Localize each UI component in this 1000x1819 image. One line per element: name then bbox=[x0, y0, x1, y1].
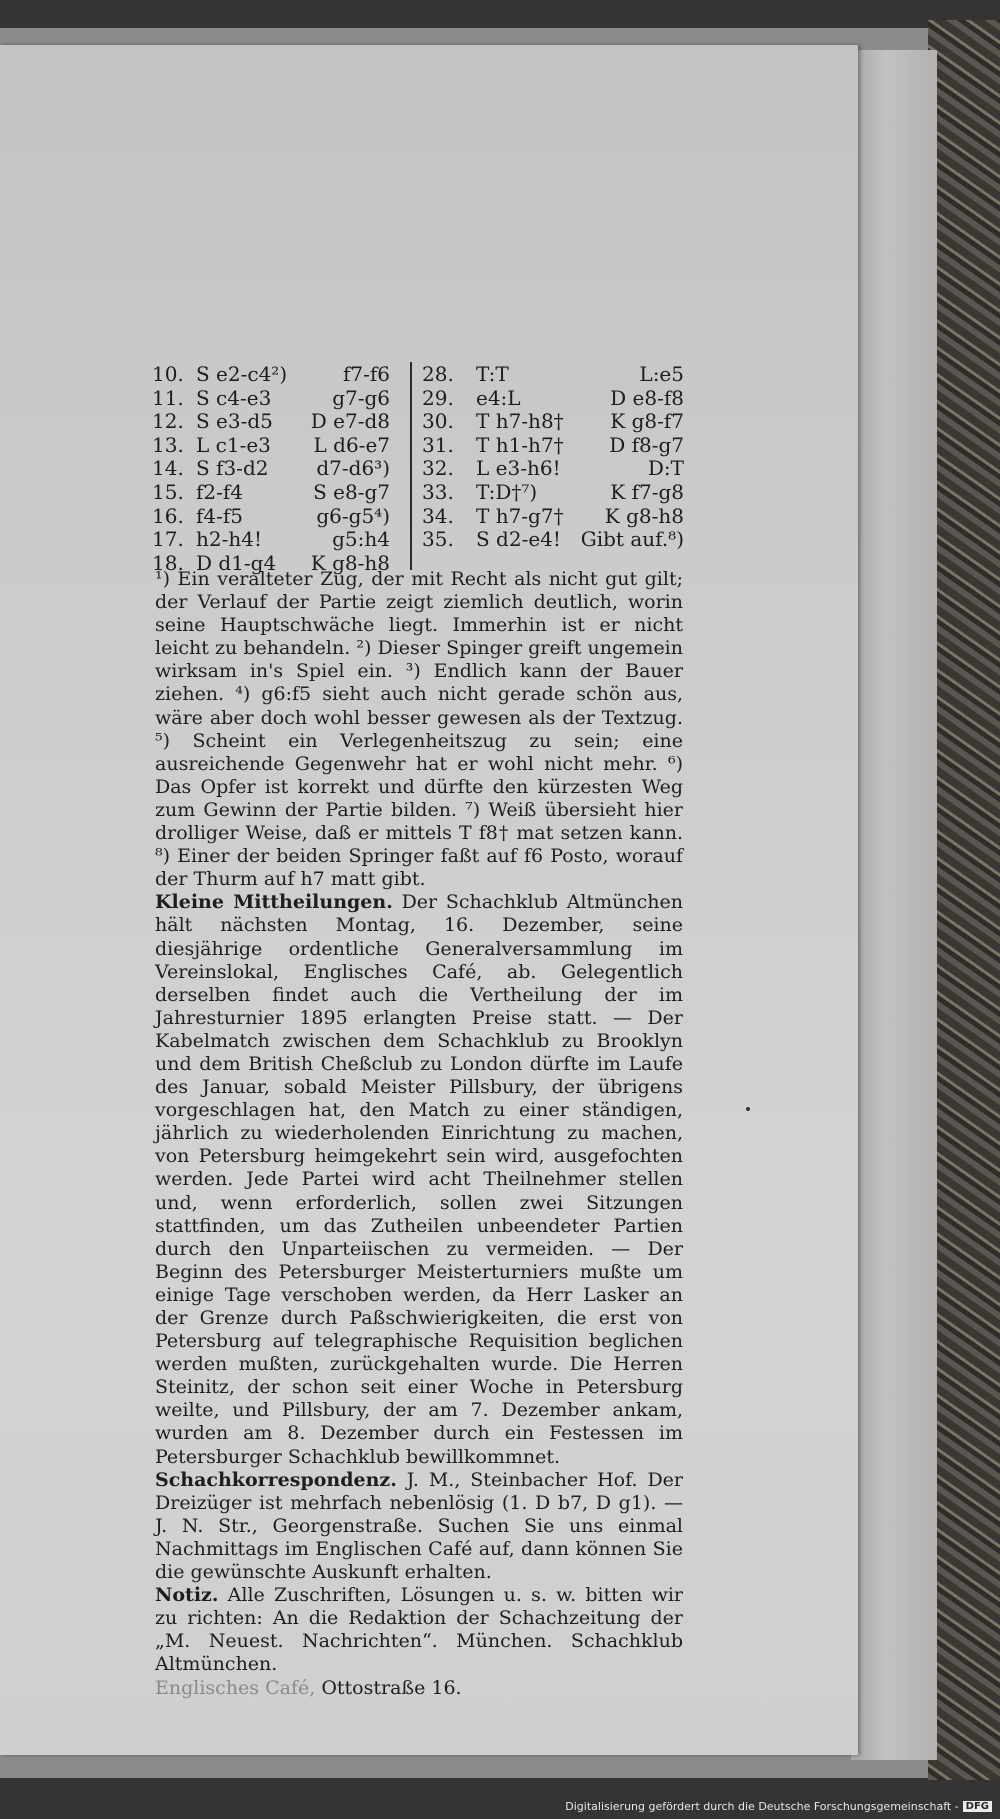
black-move: K g8-h8 bbox=[604, 503, 684, 528]
white-move: T h1-h7† bbox=[476, 432, 564, 457]
white-move: T h7-h8† bbox=[476, 409, 564, 434]
move-number: 33. bbox=[422, 479, 454, 504]
move-number: 15. bbox=[152, 479, 184, 504]
white-move: T h7-g7† bbox=[476, 503, 564, 528]
move-row bbox=[150, 480, 410, 504]
move-number: 17. bbox=[152, 527, 184, 552]
moves-column-left bbox=[150, 362, 410, 574]
column-divider bbox=[410, 362, 412, 570]
move-row bbox=[150, 386, 410, 410]
korrespondenz-body: J. M., Steinbacher Hof. Der Dreizüger ist mehrfach nebenlösig (1. D b7, D g1). — J. N. Str., Georgenstraße. Suchen Sie uns einmal Nachmittags im Englischen Café auf, dann können Sie die gewünschte Auskunft erhalten. bbox=[155, 1468, 683, 1584]
notiz-body: Alle Zuschriften, Lösungen u. s. w. bitten wir zu richten: An die Redaktion der Schachzeitung der „M. Neuest. Nachrichten“. München. Schachklub Altmünchen. bbox=[155, 1584, 683, 1676]
notiz-paragraph bbox=[155, 1584, 683, 1699]
white-move: f4-f5 bbox=[196, 503, 244, 528]
black-move: D:T bbox=[647, 456, 684, 481]
white-move: T:D†⁷) bbox=[476, 479, 538, 504]
move-row bbox=[150, 504, 410, 528]
black-move: K g8-h8 bbox=[310, 550, 390, 575]
black-move: g7-g6 bbox=[332, 385, 390, 410]
moves-column-right bbox=[418, 362, 708, 551]
black-move: S e8-g7 bbox=[313, 479, 390, 504]
move-row bbox=[150, 527, 410, 551]
notiz-heading: Notiz. bbox=[155, 1584, 219, 1607]
move-row bbox=[418, 386, 708, 410]
white-move: L e3-h6! bbox=[476, 456, 561, 481]
white-move: T:T bbox=[476, 362, 509, 386]
move-number: 35. bbox=[422, 527, 454, 552]
move-number: 11. bbox=[152, 385, 184, 410]
book-binding bbox=[928, 20, 1000, 1780]
move-row bbox=[150, 456, 410, 480]
notiz-faded-text: Englisches Café, bbox=[155, 1676, 316, 1699]
move-row bbox=[150, 409, 410, 433]
move-number: 28. bbox=[422, 362, 454, 386]
dfg-logo: DFG bbox=[963, 1801, 992, 1812]
white-move: h2-h4! bbox=[196, 527, 263, 552]
move-row bbox=[418, 362, 708, 386]
move-number: 29. bbox=[422, 385, 454, 410]
page-edge bbox=[850, 50, 937, 1760]
move-row bbox=[418, 409, 708, 433]
game-notes: ¹) Ein veralteter Zug, der mit Recht als nicht gut gilt; der Verlauf der Partie zeigt ziemlich deutlich, worin seine Hauptschwäche liegt. Immerhin ist er nicht leicht zu behandeln. ²) Dieser Spinger greift ungemein wirksam in's Spiel ein. ³) Endlich kann der Bauer ziehen. ⁴) g6:f5 sieht auch nicht gerade schön aus, wäre aber doch wohl besser gewesen als der Textzug. ⁵) Scheint ein Verlegenheitszug zu sein; eine ausreichende Gegenwehr hat er wohl nicht mehr. ⁶) Das Opfer ist korrekt und dürfte den kürzesten Weg zum Gewinn der Partie bilden. ⁷) Weiß übersieht hier drolliger Weise, daß er mittels T f8† mat setzen kann. ⁸) Einer der beiden Springer faßt auf f6 Posto, worauf der Thurm auf h7 matt gibt. bbox=[155, 568, 683, 891]
move-row bbox=[418, 480, 708, 504]
black-move: g5:h4 bbox=[332, 527, 390, 552]
move-row bbox=[418, 456, 708, 480]
white-move: e4:L bbox=[476, 385, 521, 410]
korrespondenz-heading: Schachkorrespondenz. bbox=[155, 1468, 397, 1491]
white-move: f2-f4 bbox=[196, 479, 244, 504]
white-move: S c4-e3 bbox=[196, 385, 272, 410]
black-move: f7-f6 bbox=[342, 362, 390, 386]
notiz-address: Ottostraße 16. bbox=[315, 1676, 462, 1699]
white-move: S e2-c4²) bbox=[196, 362, 288, 386]
move-number: 16. bbox=[152, 503, 184, 528]
article-text bbox=[155, 568, 683, 1700]
white-move: L c1-e3 bbox=[196, 432, 271, 457]
mitteilungen-body: Der Schachklub Altmünchen hält nächsten Montag, 16. Dezember, seine diesjährige ordentliche Generalversammlung im Vereinslokal, Englisches Café, ab. Gelegentlich derselben findet auch die Vertheilung der im Jahresturnier 1895 erlangten Preise statt. — Der Kabelmatch zwischen dem Schachklub zu Brooklyn und dem British Cheßclub zu London dürfte im Laufe des Januar, sobald Meister Pillsbury, der übrigens vorgeschlagen hat, den Match zu einer ständigen, jährlich zu wiederholenden Einrichtung zu machen, von Petersburg heimgekehrt sein wird, ausgefochten werden. Jede Partei wird acht Theilnehmer stellen und, wenn erforderlich, sollen zwei Sitzungen stattfinden, um das Zutheilen unbeendeter Partien durch den Unparteiischen zu vermeiden. — Der Beginn des Petersburger Meisterturniers mußte um einige Tage verschoben werden, da Herr Lasker an der Grenze durch Paßschwierigkeiten, die erst von Petersburg auf telegraphische Requisition beglichen werden mußten, zurückgehalten wurde. Die Herren Steinitz, der schon seit einer Woche in Petersburg weilte, und Pillsbury, der am 7. Dezember ankam, wurden am 8. Dezember durch ein Festessen im Petersburger Schachklub bewillkommnet. bbox=[155, 891, 683, 1468]
korrespondenz-paragraph bbox=[155, 1469, 683, 1584]
black-move: D e8-f8 bbox=[610, 385, 684, 410]
move-number: 12. bbox=[152, 409, 184, 434]
move-number: 18. bbox=[152, 550, 184, 575]
mitteilungen-heading: Kleine Mittheilungen. bbox=[155, 891, 393, 914]
white-move: S d2-e4! bbox=[476, 527, 561, 552]
black-move: Gibt auf.⁸) bbox=[580, 527, 684, 552]
move-number: 31. bbox=[422, 432, 454, 457]
move-row bbox=[418, 504, 708, 528]
white-move: S e3-d5 bbox=[196, 409, 273, 434]
black-move: g6-g5⁴) bbox=[316, 503, 390, 528]
move-row bbox=[418, 527, 708, 551]
black-move: D e7-d8 bbox=[310, 409, 390, 434]
black-move: L:e5 bbox=[639, 362, 684, 386]
move-number: 14. bbox=[152, 456, 184, 481]
footer-credit: Digitalisierung gefördert durch die Deutsche Forschungsgemeinschaft - bbox=[565, 1800, 959, 1813]
move-number: 13. bbox=[152, 432, 184, 457]
white-move: D d1-g4 bbox=[196, 550, 277, 575]
move-number: 34. bbox=[422, 503, 454, 528]
move-row bbox=[150, 362, 410, 386]
black-move: K g8-f7 bbox=[610, 409, 684, 434]
move-number: 32. bbox=[422, 456, 454, 481]
white-move: S f3-d2 bbox=[196, 456, 269, 481]
move-number: 10. bbox=[152, 362, 184, 386]
ink-speck bbox=[746, 1107, 750, 1111]
black-move: d7-d6³) bbox=[316, 456, 390, 481]
digitization-footer bbox=[565, 1800, 992, 1813]
move-number: 30. bbox=[422, 409, 454, 434]
move-row bbox=[150, 433, 410, 457]
black-move: L d6-e7 bbox=[313, 432, 390, 457]
mitteilungen-paragraph bbox=[155, 891, 683, 1468]
black-move: K f7-g8 bbox=[610, 479, 684, 504]
black-move: D f8-g7 bbox=[609, 432, 684, 457]
move-row bbox=[418, 433, 708, 457]
